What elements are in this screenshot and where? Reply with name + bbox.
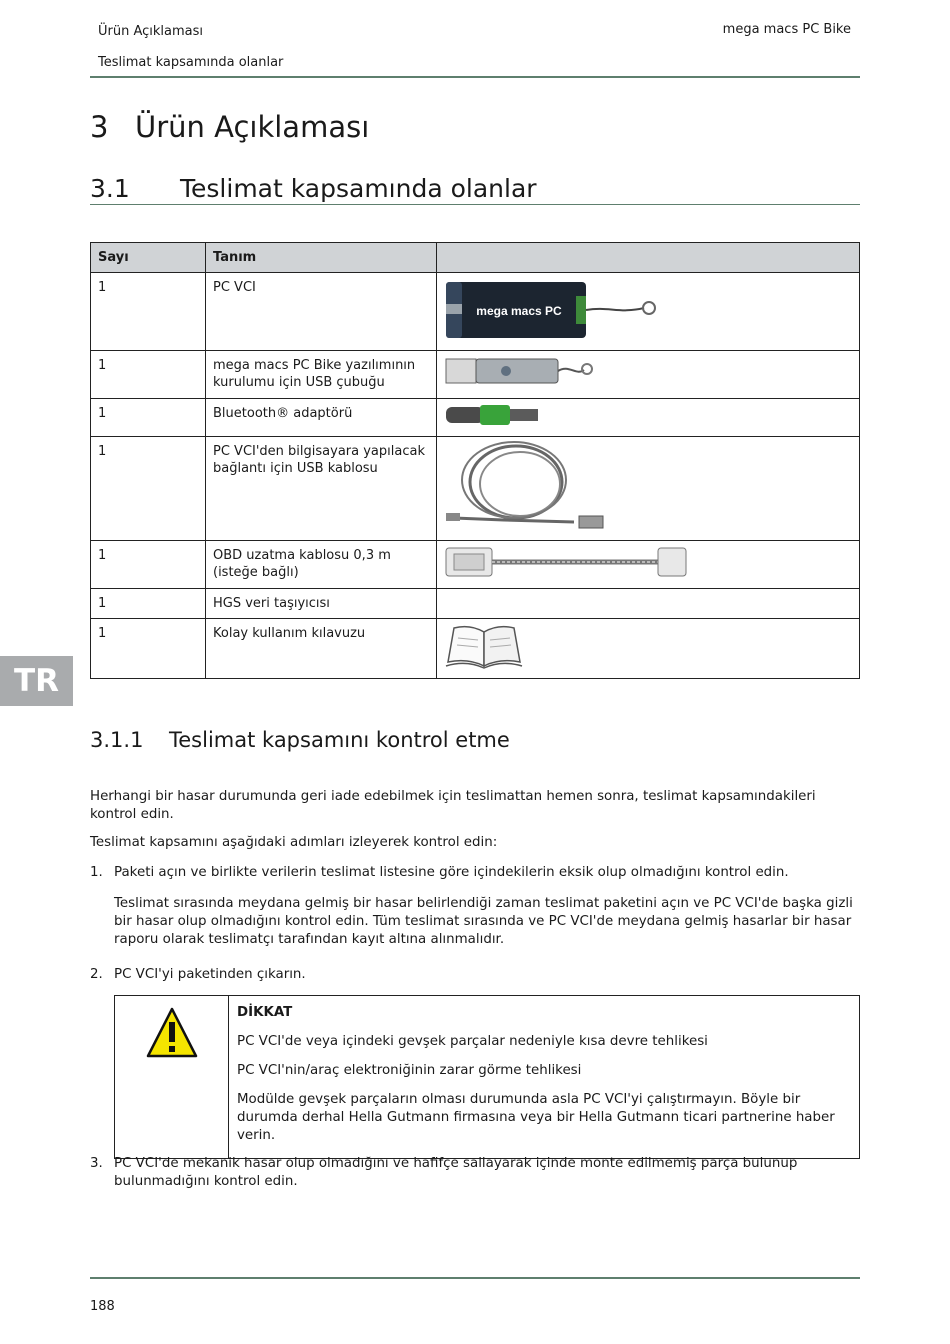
row-image-cell [437,619,860,679]
row-qty: 1 [91,399,206,437]
step-number: 2. [90,967,103,982]
warning-line: PC VCI'de veya içindeki gevşek parçalar nedeniyle kısa devre tehlikesi [237,1034,708,1049]
section-title: Teslimat kapsamında olanlar [180,174,537,203]
page-number: 188 [90,1299,115,1314]
row-qty: 1 [91,273,206,351]
header-image [437,243,860,273]
chapter-title: Ürün Açıklaması [135,110,370,144]
header-product: mega macs PC Bike [722,22,851,37]
row-desc: PC VCI [206,273,437,351]
step-number: 1. [90,865,103,880]
header-subsection: Teslimat kapsamında olanlar [98,55,284,70]
header-section: Ürün Açıklaması [98,24,204,39]
row-qty: 1 [91,541,206,589]
chapter-heading [90,110,369,144]
step-note: Teslimat sırasında meydana gelmiş bir hasar belirlendiği zaman teslimat paketini açın ve PC VCI'de başka gizli bir hasar olup olmadığını kontrol edin. Tüm teslimat sırasında ve PC VCI'de meydana gelmiş hasarlar bir hasar raporu olarak teslimatçı tarafından kayıt altına alınmalıdır. [114,896,853,947]
row-desc: Bluetooth® adaptörü [206,399,437,437]
warning-box [114,995,860,1159]
section-rule [90,204,860,205]
step-text: PC VCI'de mekanik hasar olup olmadığını ve hafifçe sallayarak içinde monte edilmemiş parça bulunup bulunmadığını kontrol edin. [114,1156,798,1189]
section-number: 3.1 [90,174,130,203]
row-qty: 1 [91,619,206,679]
table-row [91,273,860,351]
header-rule [90,76,860,78]
row-image-cell [437,399,860,437]
row-desc: mega macs PC Bike yazılımının kurulumu için USB çubuğu [206,351,437,399]
warning-triangle-icon [146,1006,198,1060]
header-qty: Sayı [91,243,206,273]
row-image-cell [437,273,860,351]
subsection-number: 3.1.1 [90,728,144,752]
step-item [90,1155,860,1191]
table-row [91,541,860,589]
row-qty: 1 [91,589,206,619]
step-text: PC VCI'yi paketinden çıkarın. [114,967,306,982]
device-label: mega macs PC [476,304,562,318]
obd-extension-cable-image [444,544,689,580]
delivery-scope-table [90,242,860,679]
section-heading [90,174,537,203]
step-text: Paketi açın ve birlikte verilerin teslimat listesine göre içindekilerin eksik olup olmadığını kontrol edin. [114,865,789,880]
usb-cable-image [444,440,609,532]
warning-content [229,996,860,1159]
warning-icon-cell [115,996,229,1159]
step-number: 3. [90,1156,103,1171]
row-image-cell [437,541,860,589]
warning-line: PC VCI'nin/araç elektroniğinin zarar görme tehlikesi [237,1063,582,1078]
step-item [90,864,860,949]
header-desc: Tanım [206,243,437,273]
table-row [91,399,860,437]
usb-stick-image [444,354,594,388]
chapter-number: 3 [90,110,109,144]
subsection-title: Teslimat kapsamını kontrol etme [169,728,510,752]
row-image-cell [437,351,860,399]
pc-vci-device-image [444,276,659,342]
bluetooth-adapter-image [444,402,544,428]
row-desc: PC VCI'den bilgisayara yapılacak bağlantı için USB kablosu [206,437,437,541]
step-item [90,966,860,984]
row-qty: 1 [91,351,206,399]
row-desc: OBD uzatma kablosu 0,3 m (isteğe bağlı) [206,541,437,589]
row-qty: 1 [91,437,206,541]
row-image-cell [437,589,860,619]
table-row [91,619,860,679]
table-row [91,351,860,399]
table-header-row [91,243,860,273]
warning-title: DİKKAT [237,1005,293,1020]
row-image-cell [437,437,860,541]
intro-paragraph: Herhangi bir hasar durumunda geri iade edebilmek için teslimattan hemen sonra, teslimat kapsamındakileri kontrol edin. [90,789,816,822]
table-row [91,589,860,619]
warning-line: Modülde gevşek parçaların olması durumunda asla PC VCI'yi çalıştırmayın. Böyle bir durumda derhal Hella Gutmann firmasına veya bir Hella Gutmann ticari partnerine haber verin. [237,1092,835,1143]
row-desc: HGS veri taşıyıcısı [206,589,437,619]
manual-book-image [444,622,526,670]
intro-paragraph: Teslimat kapsamını aşağıdaki adımları izleyerek kontrol edin: [90,835,498,850]
footer-rule [90,1277,860,1279]
table-row [91,437,860,541]
row-desc: Kolay kullanım kılavuzu [206,619,437,679]
subsection-heading [90,728,510,752]
language-tab: TR [0,656,73,706]
